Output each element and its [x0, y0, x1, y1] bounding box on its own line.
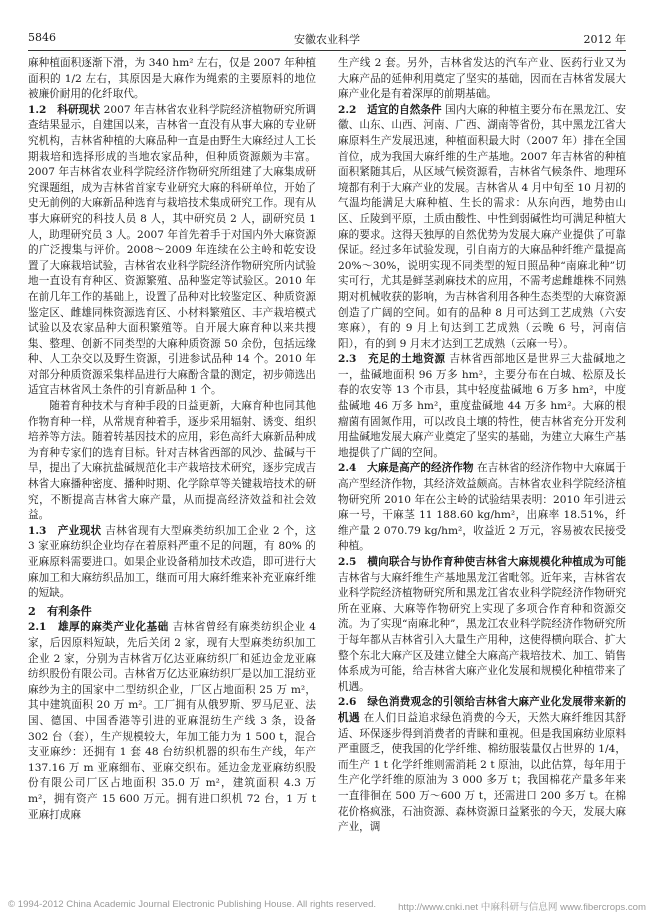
section-1-3-text: 吉林省现有大型麻类纺织加工企业 2 个，这 3 家亚麻纺织企业均存在着原料严重不足的问题，有 80% 的亚麻原料需要进口。如果企业设备稍加技术改造，即可进行大麻加工和大麻纺织品加工，继而可用大麻纤维来补充亚麻纤维的短缺。 — [28, 524, 316, 600]
section-2-5 — [338, 555, 626, 695]
continued-paragraph: 生产线 2 套。另外，吉林省发达的汽车产业、医药行业又为大麻产品的延伸利用奠定了坚实的基础，因而在吉林省发展大麻产业化是有着深厚的前期基础。 — [338, 57, 626, 101]
publication-year: 2012 年 — [583, 33, 626, 46]
page-number: 5846 — [28, 31, 56, 44]
section-1-2-text-2: 随着育种技术与育种手段的日益更新，大麻育种也同其他作物育种一样，从常规育种着手，逐步采用辐射、诱变、组织培养等方法。随着转基因技术的应用，彩色高纤大麻新品种成为育种专家们的选育目标。针对吉林省西部的风沙、盐碱与干旱，提出了大麻抗盐碱规范化丰产栽培技术研究，逐步完成吉林省大麻播种密度、播种时期、化学除草等关键栽培技术的研究，不断提高吉林省大麻产量，从而提高经济效益和社会效益。 — [28, 400, 316, 522]
journal-title: 安徽农业科学 — [294, 33, 360, 46]
page-header — [28, 28, 626, 51]
section-2-3-heading: 2.3 充足的土地资源 — [338, 353, 446, 366]
section-2-2 — [338, 103, 626, 353]
section-1-2 — [28, 103, 316, 399]
page-footer — [8, 899, 646, 913]
section-2-1 — [28, 620, 316, 823]
section-2-4 — [338, 461, 626, 555]
section-1-3 — [28, 524, 316, 602]
section-2-5-text: 吉林省与大麻纤维生产基地黑龙江省毗邻。近年来，吉林省农业科学院经济植物研究所和黑龙江省农业科学院经济作物研究所在亚麻、大麻等作物研究上实现了多项合作育种和资源交流。为了实现“南麻北种”，黑龙江农业科学院经济作物研究所于每年都从吉林省引入大量生产用种，这使得横向联合、扩大整个东北大麻产区及建立健全大麻高产栽培技术、加工、销售体系成为可能，给吉林省大麻产业化发展和规模化种植带来了机遇。 — [338, 571, 626, 693]
publisher-url[interactable]: http://www.cnki.net — [398, 902, 479, 913]
section-2-3-text: 吉林省西部地区是世界三大盐碱地之一，盐碱地面积 96 万多 hm²，主要分布在白城、松原及长春的农安等 13 个市县，其中轻度盐碱地 6 万多 hm²，中度盐碱地 46 万多 hm²，重度盐碱地 44 万多 hm²。大麻的根瘤菌有固氮作用，可以改良土壤的特性，使吉林省充分开发利用盐碱地发展大麻产业奠定了坚实的基础，为建立大麻生产基地提供了广阔的空间。 — [338, 353, 627, 459]
section-1-3-heading: 1.3 产业现状 — [28, 524, 102, 537]
footer-links — [398, 899, 646, 913]
left-column — [28, 56, 316, 823]
intro-paragraph: 麻种植面积逐渐下滑，为 340 hm² 左右，仅是 2007 年种植面积的 1/2 左右，其原因是大麻作为绳索的主要原料的地位被廉价耐用的化纤取代。 — [28, 57, 316, 101]
section-2-1-heading: 2.1 雄厚的麻类产业化基础 — [28, 621, 169, 634]
copyright-notice: © 1994-2012 China Academic Journal Electronic Publishing House. All rights reserved. — [8, 899, 377, 910]
section-2-4-text: 在吉林省的经济作物中大麻属于高产型经济作物，其经济效益颇高。吉林省农业科学院经济植物研究所 2010 年在公主岭的试验结果表明：2010 年引进云麻一号，干麻茎 11 188.60 kg/hm²，出麻率 18.51%，纤维产量 2 070.79 kg/hm²，收益近 2 万元，容易被农民接受种植。 — [338, 462, 626, 553]
section-2-2-heading: 2.2 适宜的自然条件 — [338, 103, 442, 116]
section-2-1-text: 吉林省曾经有麻类纺织企业 4 家，后因原料短缺，先后关闭 2 家，现有大型麻类纺织加工企业 2 家，分别为吉林省万亿达亚麻纺织厂和延边金龙亚麻纺织股份有限公司。吉林省万亿达亚麻纺织厂是以加工混纺亚麻纱为主的国家中二型纺织企业，厂区占地面积 25 万 m²，其中建筑面积 20 万 m²。工厂拥有从俄罗斯、罗马尼亚、法国、德国、中国香港等引进的亚麻混纺生产线 3 条，设备 302 台（套），生产规模较大，年加工能力为 1 500 t，混合支亚麻纱：还拥有 1 套 48 台纺织机器的织布生产线，年产 137.16 万 m 亚麻细布、亚麻交织布。延边金龙亚麻纺织股份有限公司厂区占地面积 35.0 万 m²，建筑面积 4.3 万 m²，拥有资产 15 600 万元。拥有进口织机 72 台，1 万 t 亚麻打成麻 — [28, 621, 317, 821]
site-watermark: 中麻科研与信息网 www.fibercrops.com — [480, 902, 646, 913]
section-2-6-text: 在人们日益追求绿色消费的今天，天然大麻纤维因其舒适、环保逐步得到消费者的青睐和重视。但是我国麻纺业原料严重匮乏，使我国的化学纤维、棉纺服装量仅占世界的 1/4，而生产 1 t 化学纤维则需消耗 2 t 原油，以此估算，每年用于生产化学纤维的原油为 3 000 多万 t；我国棉花产量多年来一直徘徊在 500 万～600 万 t，还需进口 200 多万 t。在棉花价格疯涨，石油资源、森林资源日益紧张的今天，发展大麻产业，调 — [338, 711, 627, 834]
section-2-5-heading: 2.5 横向联合与协作育种使吉林省大麻规模化种植成为可能 — [338, 556, 626, 568]
section-2-6 — [338, 695, 626, 835]
section-1-2-text: 2007 年吉林省农业科学院经济植物研究所调查结果显示，自建国以来，吉林省一直没有从事大麻的专业研究机构，吉林省种植的大麻品种一直是由野生大麻经过人工长期栽培和选择形成的当地农家品种，但种质资源颇为丰富。2007 年吉林省农业科学院经济作物研究所组建了大麻集成研究课题组，成为吉林省首家专业研究大麻的科研单位，开始了史无前例的大麻新品种选育与栽培技术集成研究工作。现有从事大麻研究的科技人员 8 人，其中研究员 2 人，副研究员 1 人，助理研究员 3 人。2007 年首先着手于对国内外大麻资源的广泛搜集与评价。2008～2009 年连续在公主岭和乾安设置了大麻栽培试验，吉林省农业科学院经济作物研究所内试验地一直设有育种区、资源繁殖、品种鉴定等试验区。2010 年在前几年工作的基础上，设置了品种对比较鉴定区、种质资源鉴定区、雌雄同株资源选育区、小材料繁殖区、丰产栽培模式试验以及农家品种大面积繁殖等。自开展大麻育种以来共搜集、整理、创新不同类型的大麻种质资源 50 余份，包括远缘种、人工杂交以及野生资源，引进参试品种 14 个。2010 年对部分种质资源采集样品进行大麻酚含量的测定，初步筛选出适宜吉林省风土条件的引育新品种 1 个。 — [28, 103, 316, 397]
section-2-6-heading: 2.6 绿色消费观念的引领给吉林省大麻产业化发展带来新的机遇 — [338, 696, 626, 724]
section-2-4-heading: 2.4 大麻是高产的经济作物 — [338, 462, 474, 475]
right-column — [338, 56, 626, 836]
section-2-2-text: 国内大麻的种植主要分布在黑龙江、安徽、山东、山西、河南、广西、湖南等省份，其中黑龙江省大麻原料生产发展迅速，种植面积最大时（2007 年）排在全国首位，成为我国大麻纤维的生产基地。2007 年吉林省的种植面积紧随其后，从区域气候资源看，吉林省气候条件、地理环境都有利于大麻产业的发展。吉林省从 4 月中旬至 10 月初的气温均能满足大麻种植、生长的需求：从东向西，地势由山区、丘陵到平原，土质由酸性、中性到弱碱性均可满足种植大麻的要求。这得天独厚的自然优势为发展大麻产业提供了可靠保证。经过多年试验发现，引自南方的大麻品种纤维产量提高 20%～30%，说明实现不同类型的短日照品种“南麻北种”切实可行，尤其是鲜茎剥麻技术的应用，不需考虑雌雄株不同熟期对机械收获的影响，为吉林省利用各种生态类型的大麻资源创造了广阔的空间。如有的品种 8 月可达到工艺成熟（六安寒麻），有的 9 月上旬达到工艺成熟（云晚 6 号，河南信阳），有的到 9 月末才达到工艺成熟（云麻一号）。 — [338, 103, 626, 350]
section-2-heading: 2 有利条件 — [28, 603, 92, 618]
section-1-2-heading: 1.2 科研现状 — [28, 103, 101, 116]
section-2-3 — [338, 352, 626, 461]
